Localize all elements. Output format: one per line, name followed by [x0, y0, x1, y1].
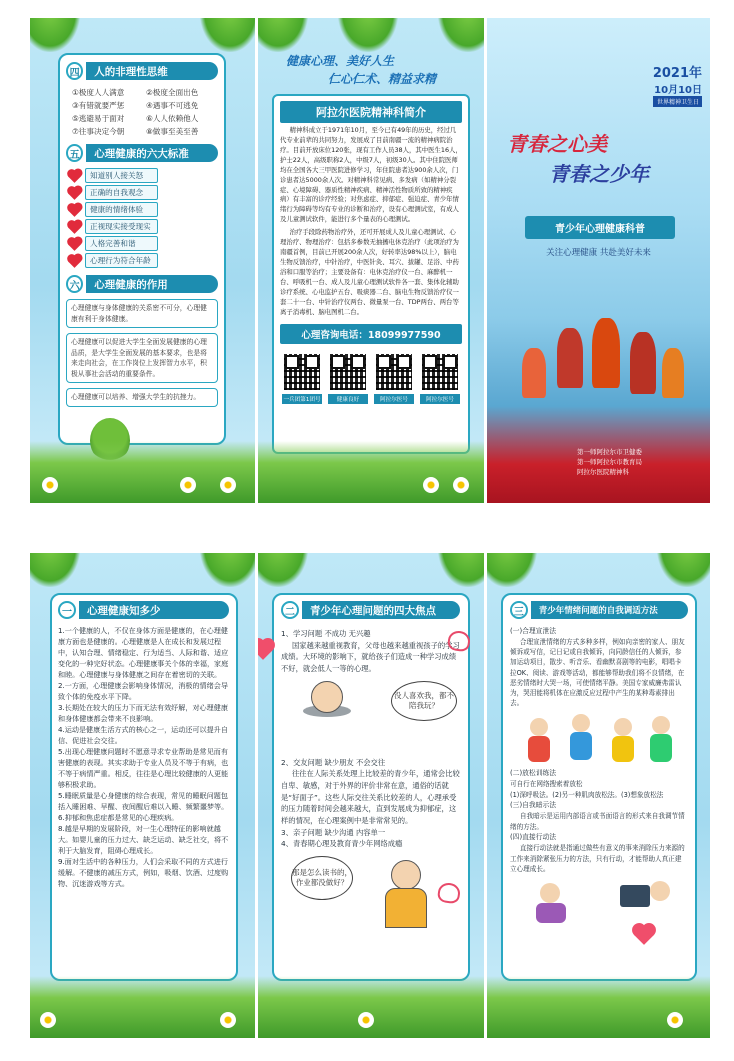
method-text: 合理宣泄情绪的方式多种多样，例如向亲密的家人、朋友倾诉或写信，记日记或自我倾诉，向同龄信任的人倾诉，参加运动项目，散步、听音乐、看幽默喜剧等的电影，唱唱卡拉OK、阅读、游戏等活动，都能够帮助我们将不良情绪，在恶劣情绪时大哭一场，可使情绪平静。美国专家威廉弗雷认为，哭泪能将机体在应激反应过程中产生的某种毒素排出去。: [510, 637, 685, 708]
focus-item-internet: 4、青春期心理及教育青少年网络成瘾: [281, 839, 403, 849]
date-badge: [653, 62, 702, 107]
focus-text: 往往在人际关系处理上比较差的青少年，通常会比较自卑、敏感，对于外界的评价非常在意，通俗的话就是“好面子”。这些人际交往关系比较差的人，心理承受的压力随着时间会越来越大，直到发展成为抑郁症，这样的情况，在心理案例中是非常常见的。: [281, 769, 460, 826]
daisy-icon: [220, 1012, 236, 1028]
list-item: ③有错就要严惩: [72, 101, 125, 110]
list-item: 心理行为符合年龄: [68, 253, 158, 268]
method-text: 自我暗示是运用内部语言或书面语言的形式来自我调节情绪的方法。: [510, 812, 685, 831]
method-text: (1)深呼吸法。(2)另一种肌肉放松法。(3)想象放松法: [510, 790, 664, 799]
qr-code-image[interactable]: [328, 352, 368, 392]
study-children-illustration: [510, 875, 688, 925]
leaf-decoration: [200, 553, 255, 587]
daisy-icon: [180, 477, 196, 493]
heart-icon: [68, 238, 81, 251]
leaf-decoration: [30, 18, 80, 52]
paragraph: 5.睡眠质量是心身健康的综合表现，常见的睡眠问题包括入睡困难、早醒、夜间醒后难以入睡、频繁噩梦等。: [58, 790, 229, 811]
heart-icon: [68, 204, 81, 217]
grass-decoration: [30, 976, 255, 1038]
qr-code-image[interactable]: [374, 352, 414, 392]
qr-code-block[interactable]: 一兵团第1团号: [282, 352, 322, 404]
daisy-icon: [423, 477, 439, 493]
brochure-inner-sheet: [30, 553, 710, 1038]
list-item: 正视现实接受现实: [68, 219, 158, 234]
qr-code-image[interactable]: [420, 352, 460, 392]
jumping-youth-silhouette-image: [512, 318, 692, 408]
children-playing-illustration: [510, 708, 688, 768]
qr-code-row: [280, 352, 462, 404]
method-heading: (三)自我暗示法: [510, 801, 557, 810]
focus-item-study: 1、学习问题 不成功 无兴趣: [281, 629, 371, 638]
section-number: 一: [58, 601, 76, 619]
top-panel-middle: [258, 18, 484, 503]
list-item: 健康的情绪体验: [68, 202, 158, 217]
bottom-panel-right: [487, 553, 710, 1038]
paragraph: 8.越是早期的发展阶段，对一生心理特征的影响就越大。如婴儿童的压力过大、缺乏运动、缺乏社交，将不利于大脑发育，阻碍心理成长。: [58, 823, 229, 855]
focus-item-friends: 2、交友问题 缺少朋友 不会交往: [281, 757, 386, 767]
section-header-focus: [281, 600, 461, 620]
list-item: ⑤逃避易于面对: [72, 114, 125, 123]
heart-icon: [68, 187, 81, 200]
intro-title: 阿拉尔医院精神科简介: [280, 101, 462, 123]
list-item: 知道别人接关怒: [68, 168, 158, 183]
grass-decoration: [258, 441, 484, 503]
section-number: 四: [66, 62, 83, 80]
section-title: 青少年情绪问题的自我调适方法: [531, 601, 688, 619]
hospital-intro-card: [272, 94, 470, 454]
heart-icon: [258, 640, 273, 660]
top-panel-left: [30, 18, 255, 503]
list-item: ①极度人人满意: [72, 88, 125, 97]
grass-decoration: [30, 441, 255, 503]
organizer: 阿拉尔医院精神科: [577, 467, 629, 476]
daisy-icon: [220, 477, 236, 493]
list-item: 人格完善和谐: [68, 236, 158, 251]
section-header-standards: [66, 143, 218, 163]
section-number: 三: [510, 601, 528, 619]
organizer-list: [577, 448, 642, 477]
sad-child-illustration: [281, 675, 461, 757]
leaf-decoration: [657, 553, 710, 587]
content-card: [272, 593, 470, 981]
section-number: 六: [66, 275, 83, 293]
date-year: 2021年: [652, 66, 702, 81]
grass-decoration: [487, 976, 710, 1038]
speech-bubble: 那是怎么读书的，作业都没做好？: [291, 856, 353, 900]
daisy-icon: [667, 1012, 683, 1028]
section-header-irrational: [66, 61, 218, 81]
leaf-decoration: [487, 553, 537, 587]
leaf-decoration: [200, 18, 255, 52]
cover-slogan-1: 青春之心美: [507, 132, 607, 156]
brochure-outer-sheet: [30, 18, 710, 503]
slogan-line-1: 健康心理、美好人生: [286, 54, 395, 68]
cover-slogan-2: 青春之少年: [549, 162, 649, 186]
paragraph: 2.一方面，心理健康会影响身体情况，消极的情绪会导致个体的免疫水平下降。: [58, 680, 228, 701]
leaf-decoration: [338, 18, 398, 52]
qr-code-image[interactable]: [282, 352, 322, 392]
content-card: [58, 53, 226, 445]
standards-list: [68, 168, 158, 268]
section-number: 二: [281, 601, 299, 619]
list-item: ⑦往事决定今朝: [72, 127, 125, 136]
bottom-panel-left: [30, 553, 255, 1038]
list-item: 正确的自我观念: [68, 185, 158, 200]
slogan-line-2: 仁心仁术、精益求精: [328, 72, 437, 86]
paragraph: 3.长期处在较大的压力下而无法有效纾解，对心理健康和身体健康都会带来不良影响。: [58, 702, 228, 723]
section-title: 青少年心理问题的四大焦点: [302, 601, 460, 619]
knowledge-text: [58, 626, 230, 890]
section-number: 五: [66, 144, 83, 162]
method-heading: (一)合理宣泄法: [510, 627, 557, 635]
daisy-icon: [40, 1012, 56, 1028]
method-text: 可自行在网络搜索着放松: [510, 780, 583, 789]
leaf-decoration: [438, 18, 484, 52]
paragraph: 5.出现心理健康问题时不愿意寻求专业帮助是常见而有害健康的表现。其实求助于专业人员及不等于有病，也不等于病情严重。相反，往往是心理比较健康的人更能够积极求助。: [58, 746, 229, 789]
section-title: 人的非理性思维: [86, 62, 218, 80]
scolding-mother-illustration: [281, 850, 461, 930]
role-note: 心理健康可以促进大学生全面发展健康的心理品质，是大学生全面发展的基本要求，也是将来走向社会，在工作岗位上发挥智力水平，积极从事社会活动的重要条件。: [66, 333, 218, 383]
irrational-thoughts-list: [72, 87, 216, 137]
role-note: 心理健康与身体健康的关系密不可分，心理健康有利于身体健康。: [66, 299, 218, 328]
content-card: [50, 593, 238, 981]
organizer: 第一师阿拉尔市教育局: [577, 457, 642, 466]
role-note: 心理健康可以培养、增强大学生的抗挫力。: [66, 388, 218, 407]
daisy-icon: [358, 1012, 374, 1028]
section-title: 心理健康知多少: [79, 601, 229, 619]
focus-item-family: 3、亲子问题 缺少沟通 内容单一: [281, 827, 386, 837]
bottom-panel-middle: [258, 553, 484, 1038]
section-header-role: [66, 274, 218, 294]
intro-paragraph: 精神科成立于1971年10月，至今已有49年的历史，经过几代专业前辈的共同努力，发展成了目前南疆一流的精神病院治疗。目前开放床位120张，现有工作人员38人，其中医生16人，护士22人，高级职称2人，中级7人，初级30人。其中住院医师均在全国各大三甲医院进修学习，年住院患者达900余人次，门诊患者达5000余人次。对精神科常见病、多发病（如精神分裂症、心境障碍、器质性精神疾病、精神活性物质所致的精神疾病）有丰富的诊疗经验；对焦虑症、抑郁症、强迫症、青少年情绪行为障碍等均有专业的诊断和治疗，设有心理测试室，有成人及儿童测试软件，能进行多个量表的心理测试。: [280, 126, 462, 224]
paragraph: 6.抑郁和焦虑症都是常见的心理疾病。: [58, 812, 179, 822]
list-item: ④遇事不可逃免: [146, 101, 199, 110]
daisy-icon: [42, 477, 58, 493]
leaf-decoration: [30, 553, 80, 587]
paragraph: 1.一个健康的人，不仅在身体方面是健康的，在心理健康方面也是健康的。心理健康是人在成长和发展过程中，认知合理、情绪稳定、行为适当、人际和谐、适应变化的一种完好状态。心理健康事关个体的幸福，家庭和睦。心理健康与身体健康之间存在着密切的关联。: [58, 626, 229, 679]
paragraph: 4.运动是健康生活方式的核心之一，运动还可以提升自信、促进社会交往。: [58, 724, 228, 745]
section-title: 心理健康的六大标准: [86, 144, 218, 162]
qr-code-block[interactable]: 阿拉尔医号: [374, 352, 414, 404]
leaf-decoration: [258, 553, 308, 587]
method-heading: (四)直接行动法: [510, 833, 557, 842]
heart-icon: [68, 255, 81, 268]
paragraph: 9.面对生活中的各种压力，人们会采取不同的方式进行缓解。不健康的减压方式，例如，吸烟、饮酒、过度购物、沉迷游戏等方式。: [58, 856, 229, 888]
heart-icon: [68, 170, 81, 183]
content-card: [501, 593, 697, 981]
daisy-icon: [453, 477, 469, 493]
focus-text: 国家越来越重视教育，父母也越来越重视孩子的学习成绩。大环境的影响下，就给孩子们造成一种学习成绩不好，就会低人一等的心理。: [281, 640, 460, 674]
qr-code-block[interactable]: 阿拉尔医号: [420, 352, 460, 404]
hotline-banner[interactable]: 心理咨询电话：18099977590: [280, 324, 462, 344]
leaf-decoration: [258, 18, 308, 52]
qr-code-block[interactable]: 健康良好: [328, 352, 368, 404]
section-title: 心理健康的作用: [86, 275, 218, 293]
date-day: 10月10日: [654, 85, 702, 96]
grass-decoration: [258, 976, 484, 1038]
intro-paragraph: 治疗手段除药物治疗外，还可开展成人及儿童心理测试、心理治疗、物理治疗：包括多参数无抽搐电休克治疗（此项治疗为南疆首例，目前已开展200余人次，好转率达98%以上），脑电生物反馈治疗，中针治疗，中医针灸、耳穴、拔罐、足浴、中药浴和口服等治疗；主要设备有：电休克治疗仪一台、麻醉机一台、呼吸机一台、成人及儿童心理测试软件各一套、集体化辅助诊疗系统、心电监护五台、吸痰器二台、脑电生物反馈治疗仪一套二十一台、中针治疗仪两台、微量泵一台、TDP两台、两台等离子消毒机、脑电图机二台。: [280, 228, 459, 316]
top-panel-cover: [487, 18, 710, 503]
method-text: 直接行动法就是指通过做些有意义的事来消除压力来源的工作来消除紧张压力的方法，只有行动，才能帮助人真正建立心理成长。: [510, 844, 685, 874]
speech-bubble: 没人喜欢我，都不陪我玩？: [391, 681, 457, 721]
organizer: 第一师阿拉尔市卫健委: [577, 448, 642, 456]
cover-tagline: 关注心理健康 共赴美好未来: [546, 248, 651, 258]
date-event: 世界精神卫生日: [653, 96, 702, 107]
heart-icon: [68, 221, 81, 234]
list-item: ②极度全面出色: [146, 88, 199, 97]
leaf-decoration: [438, 553, 484, 587]
list-item: ⑧做事至美至善: [146, 127, 199, 136]
section-header-knowledge: [58, 600, 230, 620]
method-heading: (二)放松训练法: [510, 769, 557, 778]
cover-subtitle: 青少年心理健康科普: [525, 216, 675, 239]
section-header-methods: [510, 600, 688, 620]
list-item: ⑥人人依赖他人: [146, 114, 199, 123]
